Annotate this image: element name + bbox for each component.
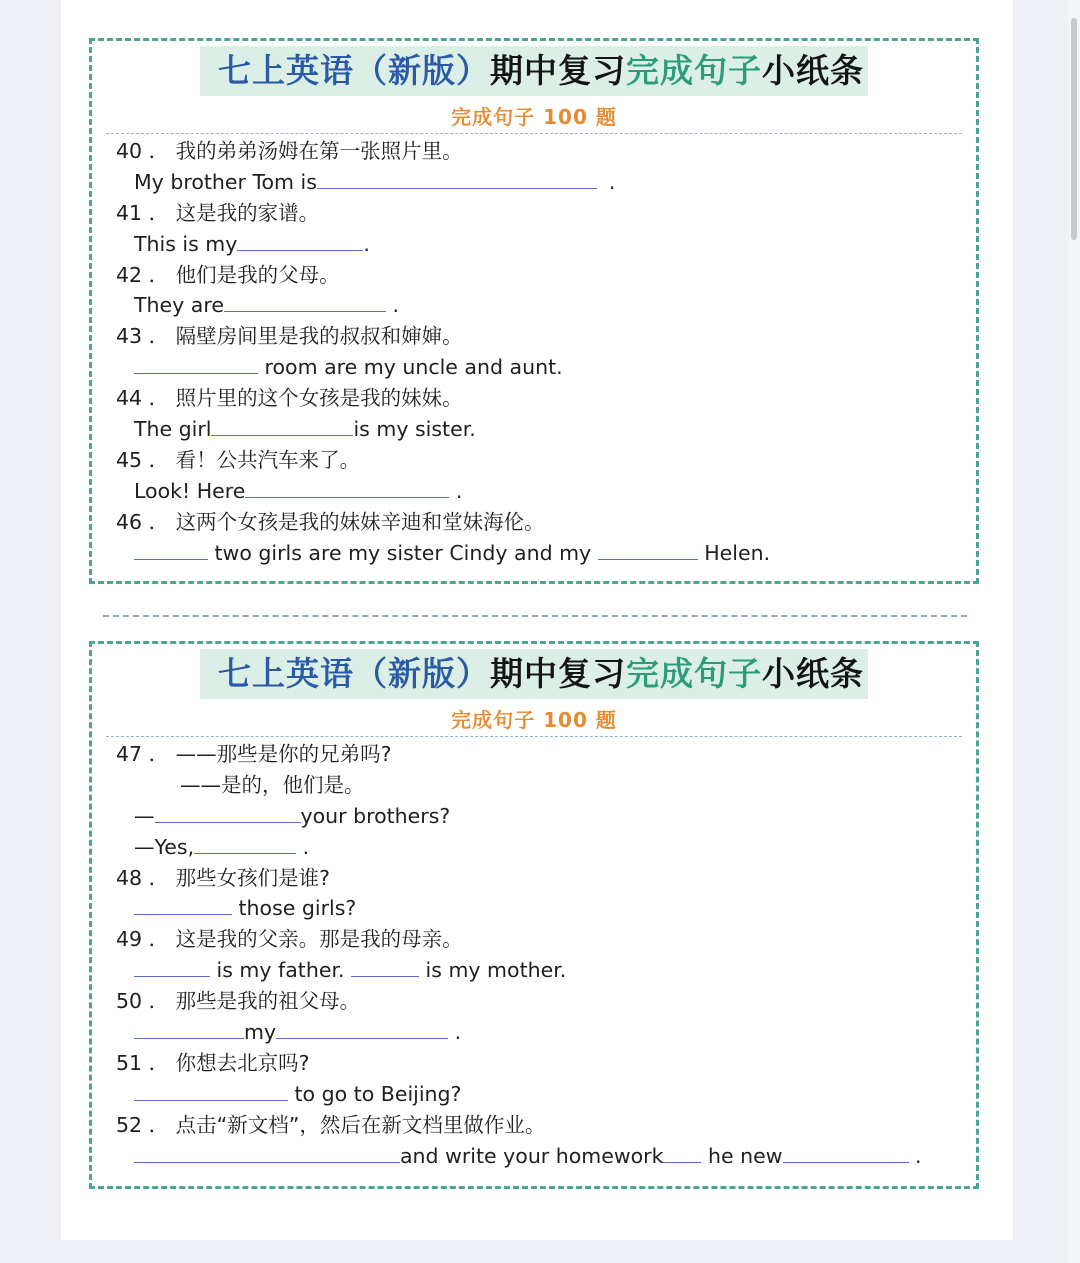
question-50-prompt: 50 ． 那些是我的祖父母。 [116,989,361,1014]
question-48-prompt: 48 ． 那些女孩们是谁? [116,865,330,890]
answer-blank[interactable] [134,1142,400,1163]
question-51-prompt: 51 ． 你想去北京吗? [116,1050,310,1075]
answer-text: and write your homework [400,1143,664,1168]
answer-text: —Yes, [134,834,195,859]
question-47-answer-reply [116,832,976,863]
answer-text: . [448,1020,462,1045]
question-47-prompt: 47 ． ——那些是你的兄弟吗? [116,742,392,766]
answer-period: . [608,169,616,194]
title-part-2: 期中复习 [490,51,626,90]
worksheet-card-2 [89,641,979,1189]
answer-text: to go to Beijing? [288,1081,462,1106]
question-44-prompt: 44 ． 照片里的这个女孩是我的妹妹。 [116,386,463,411]
vertical-scrollbar[interactable] [1068,0,1080,1263]
title-part-3: 完成句子 [626,654,762,693]
answer-blank[interactable] [211,415,353,436]
question-40-answer [116,167,976,198]
answer-blank[interactable] [276,1018,448,1039]
title-part-1: 七上英语（新版） [218,51,490,90]
answer-blank[interactable] [134,894,232,915]
title-part-3: 完成句子 [626,51,762,90]
answer-blank[interactable] [134,1080,288,1101]
question-43-prompt: 43 ． 隔壁房间里是我的叔叔和婶婶。 [116,324,463,349]
question-41-prompt: 41 ． 这是我的家谱。 [116,200,320,225]
answer-text: my [244,1020,277,1045]
question-45-prompt: 45 ． 看！公共汽车来了。 [116,447,361,472]
question-42-prompt: 42 ． 他们是我的父母。 [116,262,340,287]
card-title-banner [200,46,868,96]
answer-blank[interactable] [194,833,296,854]
answer-blank[interactable] [155,802,301,823]
card-subtitle: 完成句子 100 题 [451,105,617,129]
answer-blank[interactable] [134,539,208,560]
question-48-answer [116,893,976,924]
answer-blank[interactable] [317,168,597,189]
card-title [92,649,976,699]
answer-text: They are [134,293,224,318]
worksheet-card-1 [89,38,979,584]
scrollbar-thumb[interactable] [1071,18,1077,240]
card-title [92,46,976,96]
title-part-4: 小纸条 [762,51,864,90]
question-49-prompt: 49 ． 这是我的父亲。那是我的母亲。 [116,927,463,952]
answer-blank[interactable] [783,1142,909,1163]
question-43-answer [116,352,976,383]
question-46-prompt: 46 ． 这两个女孩是我的妹妹辛迪和堂妹海伦。 [116,509,545,534]
answer-text: is my mother. [419,958,567,983]
question-list [92,134,976,568]
answer-blank[interactable] [224,291,386,312]
answer-blank[interactable] [134,353,258,374]
answer-text: room are my uncle and aunt. [258,355,563,380]
answer-text: This is my [134,231,238,256]
answer-text: . [449,478,463,503]
question-49-answer [116,955,976,986]
answer-blank[interactable] [134,1018,244,1039]
title-part-1: 七上英语（新版） [218,654,490,693]
answer-blank[interactable] [237,230,363,251]
card-title-banner [200,649,868,699]
answer-text: . [385,293,399,318]
title-part-2: 期中复习 [490,654,626,693]
answer-text: The girl [134,417,212,442]
answer-text: . [296,834,310,859]
answer-text: . [908,1143,922,1168]
question-42-answer [116,290,976,321]
answer-text: — [134,803,155,828]
question-52-answer [116,1141,976,1172]
question-40-prompt: 40 ． 我的弟弟汤姆在第一张照片里。 [116,139,463,163]
answer-blank[interactable] [663,1142,701,1163]
answer-text: your brothers? [300,803,451,828]
question-47-prompt-reply: ——是的，他们是。 [180,772,365,797]
question-list [92,737,976,1171]
question-46-answer [116,538,976,569]
answer-text: is my father. [210,958,352,983]
answer-blank[interactable] [351,956,419,977]
question-51-answer [116,1079,976,1110]
answer-blank[interactable] [134,956,210,977]
answer-text: My brother Tom is [134,169,317,194]
answer-blank[interactable] [245,477,449,498]
question-44-answer [116,414,976,445]
question-41-answer [116,229,976,260]
question-52-prompt: 52 ． 点击“新文档”，然后在新文档里做作业。 [116,1112,546,1137]
answer-blank[interactable] [598,539,698,560]
answer-text: . [363,231,370,256]
title-part-4: 小纸条 [762,654,864,693]
answer-text: two girls are my sister Cindy and my [208,540,598,565]
answer-text: those girls? [232,896,357,921]
answer-text: he new [701,1143,783,1168]
cut-line-divider [103,615,967,617]
card-subtitle: 完成句子 100 题 [451,708,617,732]
answer-text: is my sister. [353,417,476,442]
question-50-answer [116,1017,976,1048]
answer-text: Look! Here [134,478,246,503]
answer-text: Helen. [697,540,771,565]
question-47-answer [116,801,976,832]
question-45-answer [116,476,976,507]
